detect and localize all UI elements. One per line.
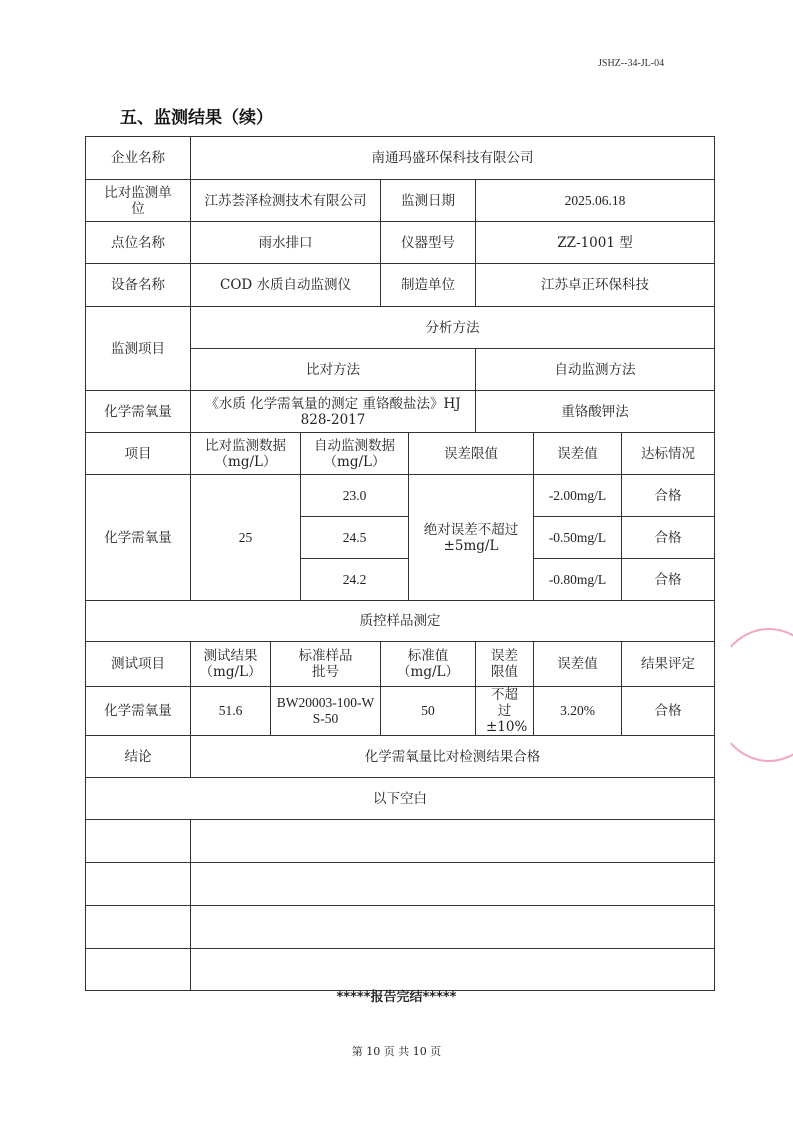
instrument-model-label: 仪器型号 [381, 222, 476, 264]
page-number: 第 10 页 共 10 页 [351, 1045, 442, 1058]
table-row [86, 264, 715, 307]
error-value: -0.50mg/L [534, 517, 622, 559]
table-row [86, 307, 715, 349]
qc-sample-batch-header: 标准样品批号 [271, 642, 381, 687]
monitor-item-label: 监测项目 [86, 307, 191, 391]
table-row [86, 949, 715, 991]
conclusion-label: 结论 [86, 736, 191, 778]
table-row [86, 687, 715, 736]
qc-limit-header: 误差限值 [476, 642, 534, 687]
qc-sample-batch-value: BW20003-100-WS-50 [271, 687, 381, 736]
manufacturer-label: 制造单位 [381, 264, 476, 307]
qc-evaluation-header: 结果评定 [622, 642, 715, 687]
auto-method-value: 重铬酸钾法 [476, 391, 715, 433]
method-pollutant: 化学需氧量 [86, 391, 191, 433]
error-header: 误差值 [534, 433, 622, 475]
blank-note: 以下空白 [86, 778, 715, 820]
comparison-method-value: 《水质 化学需氧量的测定 重铬酸盐法》HJ 828-2017 [191, 391, 476, 433]
qc-error-header: 误差值 [534, 642, 622, 687]
monitor-date-label: 监测日期 [381, 180, 476, 222]
results-pollutant: 化学需氧量 [86, 475, 191, 601]
device-label: 设备名称 [86, 264, 191, 307]
table-row [86, 642, 715, 687]
document-code: JSHZ--34-JL-04 [598, 58, 665, 69]
table-row [86, 820, 715, 863]
manufacturer-value: 江苏卓正环保科技 [476, 264, 715, 307]
qc-item-value: 化学需氧量 [86, 687, 191, 736]
qc-error-value: 3.20% [534, 687, 622, 736]
qc-title: 质控样品测定 [86, 601, 715, 642]
error-value: -2.00mg/L [534, 475, 622, 517]
qc-standard-header: 标准值（mg/L） [381, 642, 476, 687]
limit-value: 绝对误差不超过±5mg/L [409, 475, 534, 601]
monitoring-results-table [85, 136, 715, 991]
company-label: 企业名称 [86, 137, 191, 180]
report-end-marker: *****报告完结***** [336, 990, 457, 1005]
qc-standard-value: 50 [381, 687, 476, 736]
comparison-unit-label: 比对监测单位 [86, 180, 191, 222]
auto-data-header: 自动监测数据（mg/L） [301, 433, 409, 475]
status-value: 合格 [622, 475, 715, 517]
device-value: COD 水质自动监测仪 [191, 264, 381, 307]
table-row [86, 601, 715, 642]
limit-header: 误差限值 [409, 433, 534, 475]
table-row [86, 391, 715, 433]
monitor-date-value: 2025.06.18 [476, 180, 715, 222]
point-value: 雨水排口 [191, 222, 381, 264]
table-row [86, 137, 715, 180]
comparison-value: 25 [191, 475, 301, 601]
status-value: 合格 [622, 517, 715, 559]
qc-evaluation-value: 合格 [622, 687, 715, 736]
auto-value: 23.0 [301, 475, 409, 517]
status-value: 合格 [622, 559, 715, 601]
auto-value: 24.2 [301, 559, 409, 601]
conclusion-value: 化学需氧量比对检测结果合格 [191, 736, 715, 778]
comparison-method-label: 比对方法 [191, 349, 476, 391]
qc-result-header: 测试结果（mg/L） [191, 642, 271, 687]
analysis-method-label: 分析方法 [191, 307, 715, 349]
auto-value: 24.5 [301, 517, 409, 559]
status-header: 达标情况 [622, 433, 715, 475]
table-row [86, 475, 715, 517]
point-label: 点位名称 [86, 222, 191, 264]
table-row [86, 906, 715, 949]
table-row [86, 736, 715, 778]
auto-method-label: 自动监测方法 [476, 349, 715, 391]
qc-limit-value: 不超过±10% [476, 687, 534, 736]
results-item-header: 项目 [86, 433, 191, 475]
table-row [86, 433, 715, 475]
comparison-data-header: 比对监测数据（mg/L） [191, 433, 301, 475]
qc-item-header: 测试项目 [86, 642, 191, 687]
error-value: -0.80mg/L [534, 559, 622, 601]
table-row [86, 863, 715, 906]
table-row [86, 180, 715, 222]
table-row [86, 778, 715, 820]
comparison-unit-value: 江苏荟泽检测技术有限公司 [191, 180, 381, 222]
instrument-model-value: ZZ-1001 型 [476, 222, 715, 264]
company-value: 南通玛盛环保科技有限公司 [191, 137, 715, 180]
section-title: 五、监测结果（续） [120, 108, 273, 128]
company-seal-icon [712, 628, 793, 762]
table-row [86, 222, 715, 264]
qc-result-value: 51.6 [191, 687, 271, 736]
